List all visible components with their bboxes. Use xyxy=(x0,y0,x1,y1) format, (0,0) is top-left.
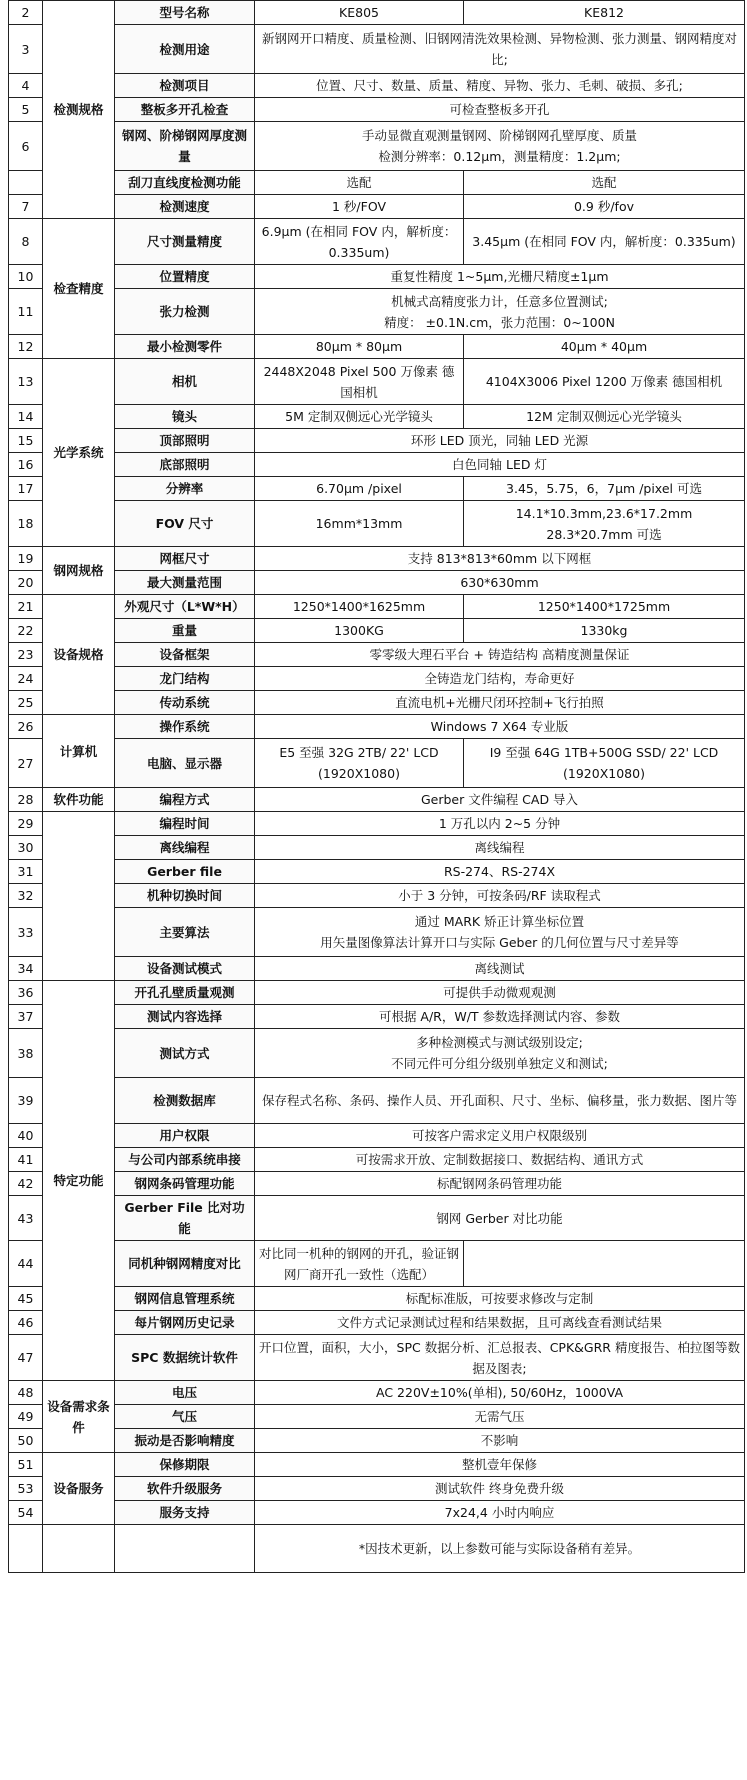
spec-value-ke812: 选配 xyxy=(464,171,745,195)
spec-label: 开孔孔壁质量观测 xyxy=(115,981,255,1005)
row-number: 12 xyxy=(9,335,43,359)
row-number: 21 xyxy=(9,595,43,619)
spec-value: 标配钢网条码管理功能 xyxy=(255,1172,745,1196)
spec-row xyxy=(9,1335,745,1381)
spec-row xyxy=(9,453,745,477)
spec-row xyxy=(9,957,745,981)
category-cell: 软件功能 xyxy=(43,788,115,812)
spec-value-ke812: 14.1*10.3mm,23.6*17.2mm 28.3*20.7mm 可选 xyxy=(464,501,745,547)
spec-value: 630*630mm xyxy=(255,571,745,595)
spec-label: 软件升级服务 xyxy=(115,1477,255,1501)
spec-value-ke812: 4104X3006 Pixel 1200 万像素 德国相机 xyxy=(464,359,745,405)
spec-value-ke805: 1300KG xyxy=(255,619,464,643)
spec-row xyxy=(9,619,745,643)
spec-row xyxy=(9,595,745,619)
spec-label: 顶部照明 xyxy=(115,429,255,453)
spec-row xyxy=(9,477,745,501)
spec-value: 多种检测模式与测试级别设定; 不同元件可分组分级别单独定义和测试; xyxy=(255,1029,745,1078)
row-number: 36 xyxy=(9,981,43,1005)
row-number: 22 xyxy=(9,619,43,643)
row-number: 11 xyxy=(9,289,43,335)
spec-label: 主要算法 xyxy=(115,908,255,957)
spec-value-ke805: 1 秒/FOV xyxy=(255,195,464,219)
spec-label: 操作系统 xyxy=(115,715,255,739)
row-number: 5 xyxy=(9,98,43,122)
spec-row xyxy=(9,1311,745,1335)
spec-value: 通过 MARK 矫正计算坐标位置 用矢量图像算法计算开口与实际 Geber 的几何位置与尺寸差异等 xyxy=(255,908,745,957)
spec-value-ke812: 1330kg xyxy=(464,619,745,643)
spec-label: SPC 数据统计软件 xyxy=(115,1335,255,1381)
spec-row xyxy=(9,219,745,265)
spec-value-ke812: 3.45μm (在相同 FOV 内，解析度：0.335um) xyxy=(464,219,745,265)
row-number: 27 xyxy=(9,739,43,788)
row-number: 54 xyxy=(9,1501,43,1525)
row-number: 32 xyxy=(9,884,43,908)
spec-row xyxy=(9,1029,745,1078)
spec-row xyxy=(9,1501,745,1525)
row-number: 47 xyxy=(9,1335,43,1381)
spec-label: 传动系统 xyxy=(115,691,255,715)
spec-label: 钢网、阶梯钢网厚度测量 xyxy=(115,122,255,171)
spec-value: 重复性精度 1~5μm,光栅尺精度±1μm xyxy=(255,265,745,289)
spec-label: 外观尺寸（L*W*H） xyxy=(115,595,255,619)
spec-value: 环形 LED 顶光，同轴 LED 光源 xyxy=(255,429,745,453)
category-cell xyxy=(43,812,115,981)
spec-value: Gerber 文件编程 CAD 导入 xyxy=(255,788,745,812)
spec-label: 钢网信息管理系统 xyxy=(115,1287,255,1311)
spec-label: 龙门结构 xyxy=(115,667,255,691)
spec-row xyxy=(9,25,745,74)
row-number: 53 xyxy=(9,1477,43,1501)
spec-row xyxy=(9,812,745,836)
spec-label: 振动是否影响精度 xyxy=(115,1429,255,1453)
spec-value-ke805: 选配 xyxy=(255,171,464,195)
row-number: 2 xyxy=(9,1,43,25)
spec-label: 网框尺寸 xyxy=(115,547,255,571)
spec-value: 可检查整板多开孔 xyxy=(255,98,745,122)
spec-label: 测试方式 xyxy=(115,1029,255,1078)
spec-value: 机械式高精度张力计，任意多位置测试; 精度： ±0.1N.cm，张力范围：0~100N xyxy=(255,289,745,335)
spec-label: 测试内容选择 xyxy=(115,1005,255,1029)
spec-label: FOV 尺寸 xyxy=(115,501,255,547)
spec-value-ke812: 1250*1400*1725mm xyxy=(464,595,745,619)
row-number: 19 xyxy=(9,547,43,571)
spec-row xyxy=(9,122,745,171)
spec-value-ke805: 16mm*13mm xyxy=(255,501,464,547)
spec-value: 1 万孔以内 2~5 分钟 xyxy=(255,812,745,836)
spec-row xyxy=(9,1241,745,1287)
spec-row xyxy=(9,691,745,715)
row-number: 46 xyxy=(9,1311,43,1335)
spec-row xyxy=(9,1124,745,1148)
spec-value: 离线测试 xyxy=(255,957,745,981)
row-number: 48 xyxy=(9,1381,43,1405)
row-number: 18 xyxy=(9,501,43,547)
category-cell: 钢网规格 xyxy=(43,547,115,595)
spec-row xyxy=(9,265,745,289)
spec-label: 检测用途 xyxy=(115,25,255,74)
footnote-empty xyxy=(9,1525,43,1573)
spec-row xyxy=(9,1453,745,1477)
spec-row xyxy=(9,335,745,359)
spec-value-ke805: 6.9μm (在相同 FOV 内，解析度：0.335um) xyxy=(255,219,464,265)
spec-value: 钢网 Gerber 对比功能 xyxy=(255,1196,745,1241)
footnote: *因技术更新，以上参数可能与实际设备稍有差异。 xyxy=(255,1525,745,1573)
spec-value-ke812: 3.45，5.75，6，7μm /pixel 可选 xyxy=(464,477,745,501)
spec-row xyxy=(9,1405,745,1429)
spec-value: Windows 7 X64 专业版 xyxy=(255,715,745,739)
row-number: 4 xyxy=(9,74,43,98)
row-number: 10 xyxy=(9,265,43,289)
category-cell: 光学系统 xyxy=(43,359,115,547)
spec-label: 位置精度 xyxy=(115,265,255,289)
spec-row xyxy=(9,1078,745,1124)
row-number: 7 xyxy=(9,195,43,219)
spec-value: 标配标准版，可按要求修改与定制 xyxy=(255,1287,745,1311)
category-cell: 特定功能 xyxy=(43,981,115,1381)
spec-row xyxy=(9,643,745,667)
spec-value-ke812: 12M 定制双侧远心光学镜头 xyxy=(464,405,745,429)
row-number: 24 xyxy=(9,667,43,691)
spec-value: 小于 3 分钟，可按条码/RF 读取程式 xyxy=(255,884,745,908)
spec-label: 编程方式 xyxy=(115,788,255,812)
category-cell: 检查精度 xyxy=(43,219,115,359)
spec-label: 同机种钢网精度对比 xyxy=(115,1241,255,1287)
spec-row xyxy=(9,860,745,884)
row-number: 14 xyxy=(9,405,43,429)
footnote-row xyxy=(9,1525,745,1573)
category-cell: 设备规格 xyxy=(43,595,115,715)
row-number: 6 xyxy=(9,122,43,171)
spec-value: 保存程式名称、条码、操作人员、开孔面积、尺寸、坐标、偏移量，张力数据、图片等 xyxy=(255,1078,745,1124)
spec-label: 分辨率 xyxy=(115,477,255,501)
spec-value: 可提供手动微观观测 xyxy=(255,981,745,1005)
row-number: 49 xyxy=(9,1405,43,1429)
spec-label: Gerber file xyxy=(115,860,255,884)
spec-value-ke805: 1250*1400*1625mm xyxy=(255,595,464,619)
spec-label: 整板多开孔检查 xyxy=(115,98,255,122)
spec-row xyxy=(9,405,745,429)
row-number: 51 xyxy=(9,1453,43,1477)
spec-label: 编程时间 xyxy=(115,812,255,836)
category-cell: 设备需求条件 xyxy=(43,1381,115,1453)
spec-label: 钢网条码管理功能 xyxy=(115,1172,255,1196)
spec-value: 支持 813*813*60mm 以下网框 xyxy=(255,547,745,571)
spec-row xyxy=(9,1477,745,1501)
spec-label: 最大测量范围 xyxy=(115,571,255,595)
spec-row xyxy=(9,1381,745,1405)
spec-value: 手动显微直观测量钢网、阶梯钢网孔壁厚度、质量 检测分辨率：0.12μm，测量精度：1.2μm; xyxy=(255,122,745,171)
spec-row xyxy=(9,908,745,957)
spec-value: 零零级大理石平台 + 铸造结构 高精度测量保证 xyxy=(255,643,745,667)
row-number: 33 xyxy=(9,908,43,957)
row-number: 26 xyxy=(9,715,43,739)
spec-label: 与公司内部系统串接 xyxy=(115,1148,255,1172)
spec-label: 机种切换时间 xyxy=(115,884,255,908)
spec-row xyxy=(9,981,745,1005)
spec-row xyxy=(9,715,745,739)
spec-value: 直流电机+光栅尺闭环控制+飞行拍照 xyxy=(255,691,745,715)
row-number: 16 xyxy=(9,453,43,477)
spec-label: 电压 xyxy=(115,1381,255,1405)
spec-label: 每片钢网历史记录 xyxy=(115,1311,255,1335)
spec-row xyxy=(9,884,745,908)
spec-label: 气压 xyxy=(115,1405,255,1429)
spec-value: 新钢网开口精度、质量检测、旧钢网清洗效果检测、异物检测、张力测量、钢网精度对比; xyxy=(255,25,745,74)
spec-value: RS-274、RS-274X xyxy=(255,860,745,884)
spec-table xyxy=(8,0,745,1573)
row-number: 43 xyxy=(9,1196,43,1241)
spec-row xyxy=(9,571,745,595)
row-number: 23 xyxy=(9,643,43,667)
row-number: 17 xyxy=(9,477,43,501)
spec-value: 7x24,4 小时内响应 xyxy=(255,1501,745,1525)
spec-label: 保修期限 xyxy=(115,1453,255,1477)
spec-value-ke812: 40μm * 40μm xyxy=(464,335,745,359)
row-number: 31 xyxy=(9,860,43,884)
spec-label: 设备框架 xyxy=(115,643,255,667)
spec-label: 服务支持 xyxy=(115,1501,255,1525)
spec-row xyxy=(9,501,745,547)
row-number: 40 xyxy=(9,1124,43,1148)
spec-row xyxy=(9,788,745,812)
row-number: 38 xyxy=(9,1029,43,1078)
spec-label: Gerber File 比对功能 xyxy=(115,1196,255,1241)
spec-value: 无需气压 xyxy=(255,1405,745,1429)
spec-value: 可按需求开放、定制数据接口、数据结构、通讯方式 xyxy=(255,1148,745,1172)
spec-row xyxy=(9,98,745,122)
row-number: 28 xyxy=(9,788,43,812)
spec-label: 离线编程 xyxy=(115,836,255,860)
row-number: 42 xyxy=(9,1172,43,1196)
spec-value-ke812: I9 至强 64G 1TB+500G SSD/ 22' LCD (1920X1080) xyxy=(464,739,745,788)
spec-value: 可根据 A/R，W/T 参数选择测试内容、参数 xyxy=(255,1005,745,1029)
spec-row xyxy=(9,1287,745,1311)
category-cell: 设备服务 xyxy=(43,1453,115,1525)
row-number: 13 xyxy=(9,359,43,405)
spec-value-ke805: 5M 定制双侧远心光学镜头 xyxy=(255,405,464,429)
spec-value-ke805: 80μm * 80μm xyxy=(255,335,464,359)
spec-label: 底部照明 xyxy=(115,453,255,477)
spec-label: 检测数据库 xyxy=(115,1078,255,1124)
spec-row xyxy=(9,1148,745,1172)
spec-label: 设备测试模式 xyxy=(115,957,255,981)
spec-label: 型号名称 xyxy=(115,1,255,25)
row-number: 15 xyxy=(9,429,43,453)
row-number: 3 xyxy=(9,25,43,74)
spec-value-ke805: KE805 xyxy=(255,1,464,25)
spec-row xyxy=(9,547,745,571)
row-number: 41 xyxy=(9,1148,43,1172)
spec-row xyxy=(9,1,745,25)
footnote-empty xyxy=(43,1525,115,1573)
spec-label: 重量 xyxy=(115,619,255,643)
spec-row xyxy=(9,667,745,691)
row-number: 45 xyxy=(9,1287,43,1311)
spec-row xyxy=(9,1429,745,1453)
spec-row xyxy=(9,1172,745,1196)
spec-row xyxy=(9,1005,745,1029)
spec-value-ke812: 0.9 秒/fov xyxy=(464,195,745,219)
spec-table-body xyxy=(9,1,745,1573)
spec-label: 张力检测 xyxy=(115,289,255,335)
spec-value: 全铸造龙门结构，寿命更好 xyxy=(255,667,745,691)
row-number: 8 xyxy=(9,219,43,265)
row-number xyxy=(9,171,43,195)
spec-row xyxy=(9,739,745,788)
spec-value: 位置、尺寸、数量、质量、精度、异物、张力、毛刺、破损、多孔; xyxy=(255,74,745,98)
spec-value-ke805: 对比同一机种的钢网的开孔，验证钢网厂商开孔一致性（选配） xyxy=(255,1241,464,1287)
spec-value: 测试软件 终身免费升级 xyxy=(255,1477,745,1501)
spec-value-ke812 xyxy=(464,1241,745,1287)
spec-value: 可按客户需求定义用户权限级别 xyxy=(255,1124,745,1148)
spec-value-ke812: KE812 xyxy=(464,1,745,25)
spec-row xyxy=(9,289,745,335)
spec-label: 检测速度 xyxy=(115,195,255,219)
spec-label: 检测项目 xyxy=(115,74,255,98)
spec-label: 镜头 xyxy=(115,405,255,429)
row-number: 34 xyxy=(9,957,43,981)
row-number: 20 xyxy=(9,571,43,595)
spec-label: 最小检测零件 xyxy=(115,335,255,359)
category-cell: 计算机 xyxy=(43,715,115,788)
spec-row xyxy=(9,359,745,405)
spec-value-ke805: 6.70μm /pixel xyxy=(255,477,464,501)
category-cell: 检测规格 xyxy=(43,1,115,219)
row-number: 29 xyxy=(9,812,43,836)
footnote-empty xyxy=(115,1525,255,1573)
spec-row xyxy=(9,171,745,195)
row-number: 37 xyxy=(9,1005,43,1029)
spec-label: 电脑、显示器 xyxy=(115,739,255,788)
spec-row xyxy=(9,195,745,219)
spec-label: 尺寸测量精度 xyxy=(115,219,255,265)
spec-value: AC 220V±10%(单相), 50/60Hz，1000VA xyxy=(255,1381,745,1405)
row-number: 39 xyxy=(9,1078,43,1124)
spec-value: 不影响 xyxy=(255,1429,745,1453)
spec-value: 整机壹年保修 xyxy=(255,1453,745,1477)
row-number: 50 xyxy=(9,1429,43,1453)
spec-value: 白色同轴 LED 灯 xyxy=(255,453,745,477)
spec-row xyxy=(9,429,745,453)
spec-label: 刮刀直线度检测功能 xyxy=(115,171,255,195)
spec-label: 相机 xyxy=(115,359,255,405)
row-number: 30 xyxy=(9,836,43,860)
spec-value-ke805: E5 至强 32G 2TB/ 22' LCD (1920X1080) xyxy=(255,739,464,788)
spec-row xyxy=(9,1196,745,1241)
spec-row xyxy=(9,74,745,98)
spec-label: 用户权限 xyxy=(115,1124,255,1148)
spec-row xyxy=(9,836,745,860)
spec-value: 离线编程 xyxy=(255,836,745,860)
row-number: 25 xyxy=(9,691,43,715)
spec-value-ke805: 2448X2048 Pixel 500 万像素 德国相机 xyxy=(255,359,464,405)
spec-value: 文件方式记录测试过程和结果数据，且可离线查看测试结果 xyxy=(255,1311,745,1335)
row-number: 44 xyxy=(9,1241,43,1287)
spec-value: 开口位置，面积，大小，SPC 数据分析、汇总报表、CPK&GRR 精度报告、柏拉图等数据及图表; xyxy=(255,1335,745,1381)
